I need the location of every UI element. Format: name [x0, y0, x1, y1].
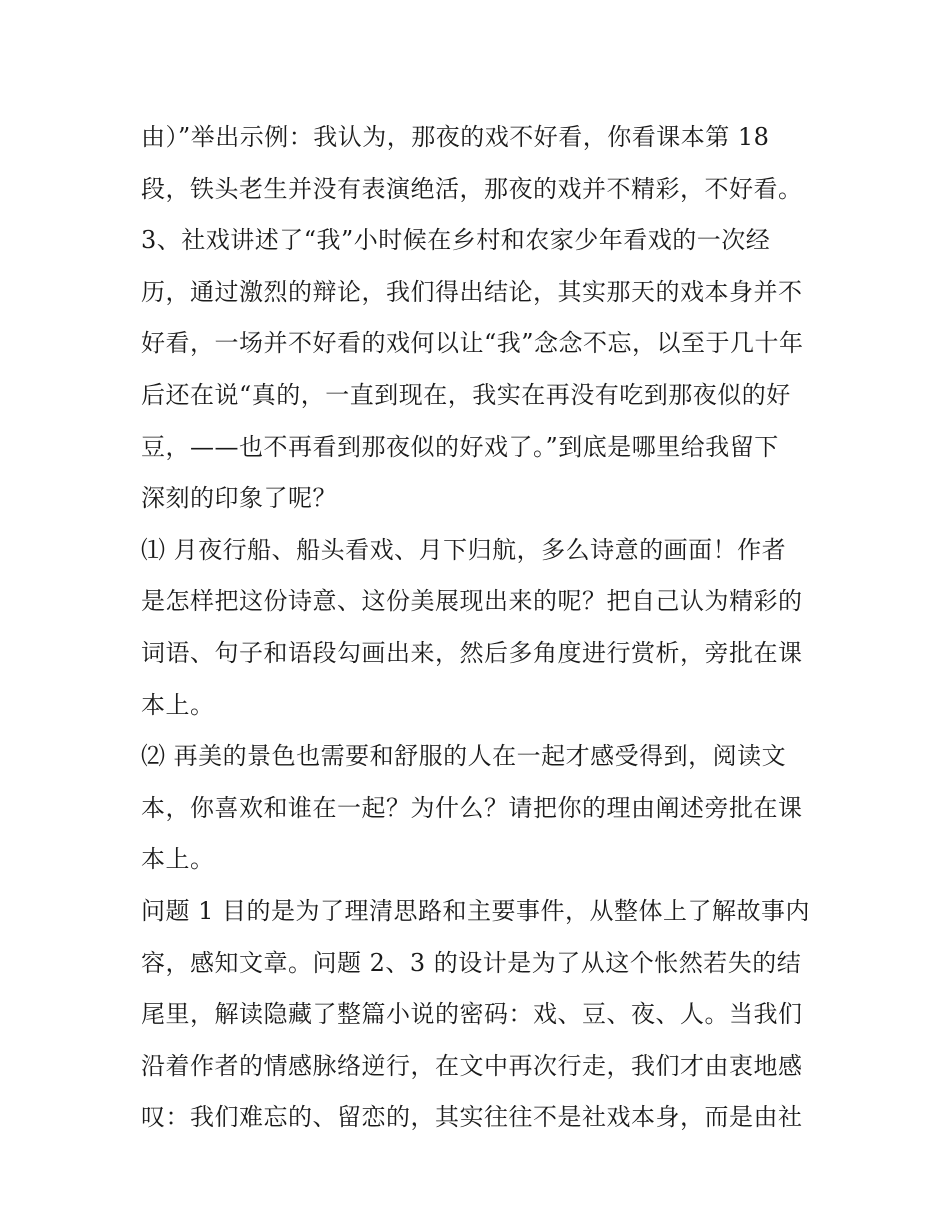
text-line: ⑵ 再美的景色也需要和舒服的人在一起才感受得到，阅读文 [141, 742, 787, 771]
text-line: 容，感知文章。问题 2、3 的设计是为了从这个怅然若失的结 [141, 948, 802, 977]
text-line: 问题 1 目的是为了理清思路和主要事件，从整体上了解故事内 [141, 896, 811, 925]
text-line: 词语、句子和语段勾画出来，然后多角度进行赏析，旁批在课 [141, 638, 803, 667]
text-line: ⑴ 月夜行船、船头看戏、月下归航，多么诗意的画面！作者 [141, 535, 787, 564]
text-line: 3、社戏讲述了“我”小时候在乡村和农家少年看戏的一次经 [141, 226, 771, 255]
text-line: 后还在说“真的，一直到现在，我实在再没有吃到那夜似的好 [141, 380, 791, 409]
text-line: 深刻的印象了呢？ [141, 484, 337, 513]
text-line: 段，铁头老生并没有表演绝活，那夜的戏并不精彩，不好看。 [141, 174, 803, 203]
text-line: 本上。 [141, 845, 215, 874]
text-line: 是怎样把这份诗意、这份美展现出来的呢？把自己认为精彩的 [141, 587, 803, 616]
text-line: 好看，一场并不好看的戏何以让“我”念念不忘，以至于几十年 [141, 329, 804, 358]
text-line: 叹：我们难忘的、留恋的，其实往往不是社戏本身，而是由社 [141, 1103, 803, 1132]
text-line: 本，你喜欢和谁在一起？为什么？请把你的理由阐述旁批在课 [141, 793, 803, 822]
text-line: 历，通过激烈的辩论，我们得出结论，其实那天的戏本身并不 [141, 277, 803, 306]
text-line: 豆，——也不再看到那夜似的好戏了。”到底是哪里给我留下 [141, 432, 779, 461]
body-text [141, 112, 821, 1144]
text-line: 沿着作者的情感脉络逆行，在文中再次行走，我们才由衷地感 [141, 1051, 803, 1080]
text-line: 本上。 [141, 690, 215, 719]
text-line: 由）”举出示例：我认为，那夜的戏不好看，你看课本第 18 [141, 123, 770, 151]
text-line: 尾里，解读隐藏了整篇小说的密码：戏、豆、夜、人。当我们 [141, 1000, 803, 1029]
